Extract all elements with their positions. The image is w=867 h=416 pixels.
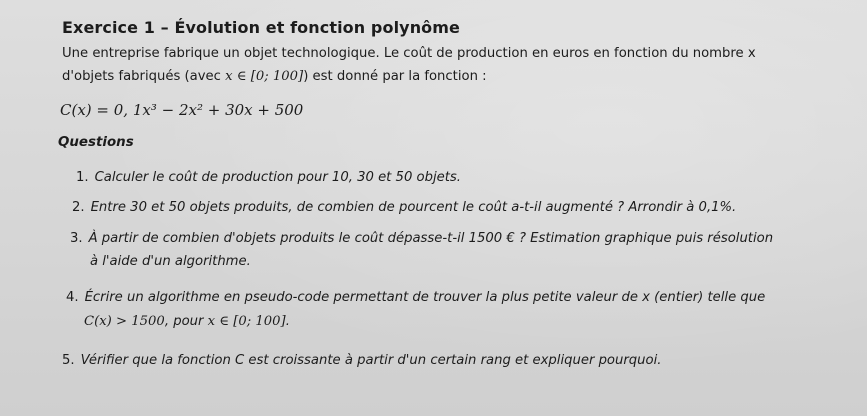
question-text: Entre 30 et 50 objets produits, de combien de pourcent le coût a-t-il augmenté ? Arrondir à 0,1%. xyxy=(90,200,737,215)
question-number: 3. xyxy=(70,231,83,246)
question-text: Écrire un algorithme en pseudo-code permettant de trouver la plus petite valeur de x (entier) telle que xyxy=(84,290,766,305)
question-number: 1. xyxy=(76,170,89,185)
question-text: Vérifier que la fonction C est croissante à partir d'un certain rang et expliquer pourquoi. xyxy=(80,353,662,368)
intro-line-2-prefix: d'objets fabriqués (avec xyxy=(62,69,226,84)
questions-heading: Questions xyxy=(58,135,134,150)
intro-line-2 xyxy=(62,69,487,84)
question-2 xyxy=(72,200,736,215)
domain-expression: x ∈ [0; 100] xyxy=(225,69,304,84)
question-4-period: . xyxy=(285,314,290,329)
domain-expression: x ∈ [0; 100] xyxy=(207,314,286,329)
intro-line-1: Une entreprise fabrique un objet technologique. Le coût de production en euros en fonction du nombre x xyxy=(62,46,756,61)
question-number: 5. xyxy=(62,353,75,368)
question-5 xyxy=(62,353,661,368)
exercise-title: Exercice 1 – Évolution et fonction polynôme xyxy=(62,18,461,37)
question-3-continuation: à l'aide d'un algorithme. xyxy=(90,254,251,269)
question-number: 4. xyxy=(66,290,79,305)
intro-line-2-suffix: ) est donné par la fonction : xyxy=(303,69,487,84)
question-text: À partir de combien d'objets produits le coût dépasse-t-il 1500 € ? Estimation graphique puis résolution xyxy=(88,231,774,246)
inequality-expression: C(x) > 1500 xyxy=(84,314,165,329)
question-number: 2. xyxy=(72,200,85,215)
question-text: Calculer le coût de production pour 10, 30 et 50 objets. xyxy=(94,170,461,185)
question-1 xyxy=(76,170,461,185)
cost-function-formula: C(x) = 0, 1x³ − 2x² + 30x + 500 xyxy=(60,101,304,119)
question-4 xyxy=(66,290,765,305)
question-4-connector: , pour xyxy=(164,314,208,329)
question-4-continuation xyxy=(84,314,290,329)
question-3 xyxy=(70,231,773,246)
